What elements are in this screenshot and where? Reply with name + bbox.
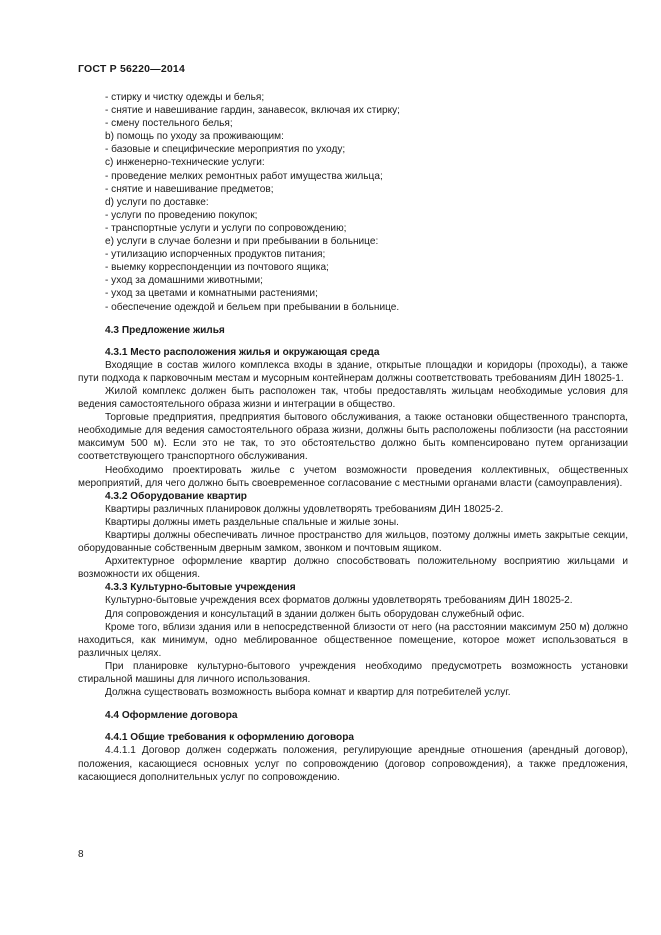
document-body <box>78 91 628 784</box>
subsection-heading-4-4-1: 4.4.1 Общие требования к оформлению договора <box>105 732 354 744</box>
list-item: - услуги по проведению покупок; <box>105 209 258 221</box>
section-heading-4-3: 4.3 Предложение жилья <box>105 324 225 336</box>
paragraph: Торговые предприятия, предприятия бытового обслуживания, а также остановки общественного транспорта, необходимые для ведения самостоятельного образа жизни, должны быть расположены поблизости (на расстоянии максимум 500 м). Если это не так, то это обстоятельство должно быть компенсировано путем организации соответствующего транспортного обслуживания. <box>78 412 628 463</box>
paragraph: Квартиры должны обеспечивать личное пространство для жильцов, поэтому должны иметь закрытые секции, оборудованные собственным дверным замком, звонком и почтовым ящиком. <box>78 530 628 555</box>
list-item: - уход за цветами и комнатными растениями; <box>105 288 318 300</box>
paragraph: Входящие в состав жилого комплекса входы в здание, открытые площадки и коридоры (проходы), а также пути подхода к парковочным местам и мусорным контейнерам должны соответствовать требованиям ДИН 18025-1. <box>78 359 628 384</box>
list-item: - выемку корреспонденции из почтового ящика; <box>105 262 329 274</box>
list-item: - проведение мелких ремонтных работ имущества жильца; <box>105 170 383 182</box>
list-item: - смену постельного белья; <box>105 118 233 130</box>
paragraph: Жилой комплекс должен быть расположен так, чтобы предоставлять жильцам необходимые условия для ведения самостоятельного образа жизни и интеграции в общество. <box>78 385 628 411</box>
list-item: b) помощь по уходу за проживающим: <box>105 131 284 143</box>
list-item: - снятие и навешивание гардин, занавесок, включая их стирку; <box>105 105 400 117</box>
paragraph: Должна существовать возможность выбора комнат и квартир для потребителей услуг. <box>105 687 511 699</box>
document-header: ГОСТ Р 56220—2014 <box>78 63 186 75</box>
list-item: - обеспечение одеждой и бельем при пребывании в больнице. <box>105 301 400 313</box>
list-item: d) услуги по доставке: <box>105 196 209 208</box>
paragraph: Квартиры различных планировок должны удовлетворять требованиям ДИН 18025-2. <box>105 503 504 515</box>
list-item: - базовые и специфические мероприятия по уходу; <box>105 144 346 156</box>
list-item: - уход за домашними животными; <box>105 275 263 287</box>
service-list <box>78 91 628 314</box>
page-number: 8 <box>78 849 84 860</box>
subsection-heading-4-3-1: 4.3.1 Место расположения жилья и окружающая среда <box>105 346 380 358</box>
list-item: - утилизацию испорченных продуктов питания; <box>105 249 326 261</box>
list-item: - снятие и навешивание предметов; <box>105 183 274 195</box>
paragraph: При планировке культурно-бытового учреждения необходимо предусмотреть возможность установки стиральной машины для личного использования. <box>78 660 628 686</box>
paragraph: Архитектурное оформление квартир должно способствовать положительному восприятию жильцами и возможности их общения. <box>78 556 628 581</box>
paragraph: Культурно-бытовые учреждения всех форматов должны удовлетворять требованиям ДИН 18025-2. <box>105 595 573 607</box>
list-item: с) инженерно-технические услуги: <box>105 157 265 169</box>
paragraph: Кроме того, вблизи здания или в непосредственной близости от него (на расстоянии максимум 250 м) должно находиться, как минимум, одно меблированное общественное помещение, которое может использоваться в различных целях. <box>78 621 628 659</box>
paragraph: Необходимо проектировать жилье с учетом возможности проведения коллективных, общественных мероприятий, для чего должно быть своевременное согласование с местными органами власти (самоуправления). <box>78 464 628 489</box>
subsection-heading-4-3-2: 4.3.2 Оборудование квартир <box>105 490 247 502</box>
subsection-heading-4-3-3: 4.3.3 Культурно-бытовые учреждения <box>105 582 296 594</box>
list-item: е) услуги в случае болезни и при пребывании в больнице: <box>105 236 379 248</box>
section-heading-4-4: 4.4 Оформление договора <box>105 710 238 722</box>
list-item: - стирку и чистку одежды и белья; <box>105 92 265 103</box>
paragraph: Для сопровождения и консультаций в здании должен быть оборудован служебный офис. <box>105 608 525 620</box>
paragraph: Квартиры должны иметь раздельные спальные и жилые зоны. <box>105 516 399 528</box>
paragraph: 4.4.1.1 Договор должен содержать положения, регулирующие арендные отношения (арендный договор), положения, касающиеся основных услуг по сопровождению (договор сопровождения), а также предложения, касающиеся дополнительных услуг по сопровождению. <box>78 745 628 783</box>
list-item: - транспортные услуги и услуги по сопровождению; <box>105 222 347 234</box>
